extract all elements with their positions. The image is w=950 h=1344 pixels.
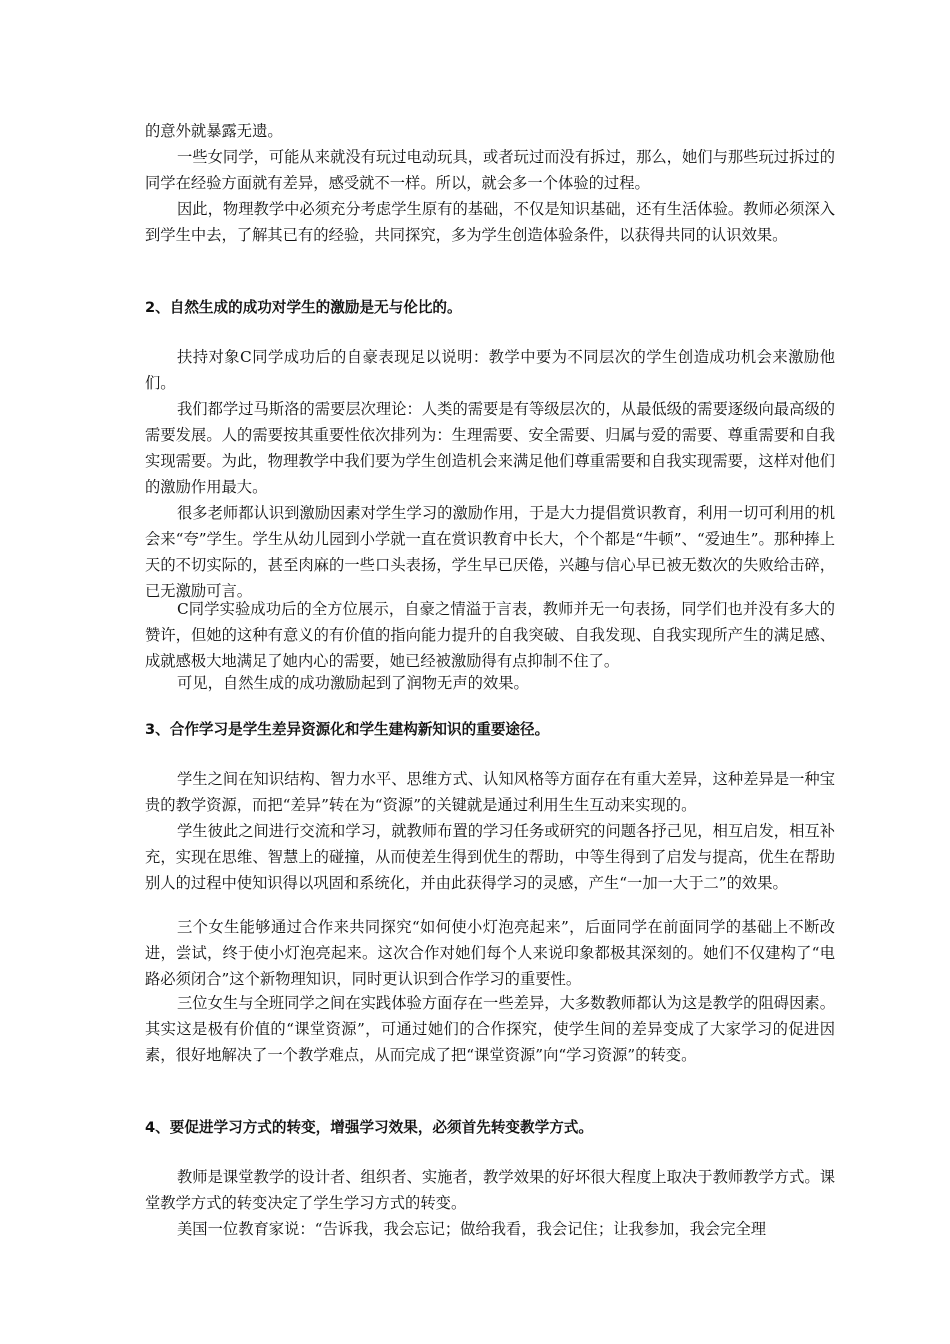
paragraph-conclusion-2: 可见，自然生成的成功激励起到了润物无声的效果。 [177,674,529,692]
section-heading-4: 4、要促进学习方式的转变，增强学习效果，必须首先转变教学方式。 [145,1119,593,1136]
paragraph-maslow: 我们都学过马斯洛的需要层次理论：人类的需要是有等级层次的，从最低级的需要逐级向最高级的需要发展。人的需要按其重要性依次排列为：生理需要、安全需要、归属与爱的需要、尊重需要和自我实现需要。为此，物理教学中我们要为学生创造机会来满足他们尊重需要和自我实现需要，这样对他们的激励作用最大。 [145,400,835,496]
paragraph-three-girls: 三个女生能够通过合作来共同探究“如何使小灯泡亮起来”，后面同学在前面同学的基础上不断改进，尝试，终于使小灯泡亮起来。这次合作对她们每个人来说印象都极其深刻的。她们不仅建构了“电路必须闭合”这个新物理知识，同时更认识到合作学习的重要性。 [145,918,835,988]
paragraph-c-student-pride: 扶持对象C同学成功后的自豪表现足以说明：教学中要为不同层次的学生创造成功机会来激励他们。 [145,348,835,392]
paragraph-therefore: 因此，物理教学中必须充分考虑学生原有的基础，不仅是知识基础，还有生活体验。教师必须深入到学生中去，了解其已有的经验，共同探究，多为学生创造体验条件，以获得共同的认识效果。 [145,200,835,244]
paragraph-differences: 学生之间在知识结构、智力水平、思维方式、认知风格等方面存在有重大差异，这种差异是一种宝贵的教学资源，而把“差异”转在为“资源”的关键就是通过利用生生互动来实现的。 [145,770,835,814]
paragraph-classroom-resource: 三位女生与全班同学之间在实践体验方面存在一些差异，大多数教师都认为这是教学的阻碍因素。其实这是极有价值的“课堂资源”，可通过她们的合作探究，使学生间的差异变成了大家学习的促进因素，很好地解决了一个教学难点，从而完成了把“课堂资源”向“学习资源”的转变。 [145,994,835,1064]
paragraph-teacher-role: 教师是课堂教学的设计者、组织者、实施者，教学效果的好坏很大程度上取决于教师教学方式。课堂教学方式的转变决定了学生学习方式的转变。 [145,1168,835,1212]
paragraph-c-student-success: C同学实验成功后的全方位展示，自豪之情溢于言表，教师并无一句表扬，同学们也并没有多大的赞许，但她的这种有意义的有价值的指向能力提升的自我突破、自我发现、自我实现所产生的满足感、成就感极大地满足了她内心的需要，她已经被激励得有点抑制不住了。 [145,600,835,670]
paragraph-educator-quote: 美国一位教育家说：“告诉我，我会忘记；做给我看，我会记住；让我参加，我会完全理 [177,1220,767,1238]
section-heading-2: 2、自然生成的成功对学生的激励是无与伦比的。 [145,299,462,316]
paragraph-praise-education: 很多老师都认识到激励因素对学生学习的激励作用，于是大力提倡赏识教育，利用一切可利用的机会来“夸”学生。学生从幼儿园到小学就一直在赏识教育中长大，个个都是“牛顿”、“爱迪生”。那种捧上天的不切实际的，甚至肉麻的一些口头表扬，学生早已厌倦，兴趣与信心早已被无数次的失败给击碎，已无激励可言。 [145,504,835,600]
paragraph-continuation: 的意外就暴露无遗。 [145,122,283,140]
paragraph-girls-experience: 一些女同学，可能从来就没有玩过电动玩具，或者玩过而没有拆过，那么，她们与那些玩过拆过的同学在经验方面就有差异，感受就不一样。所以，就会多一个体验的过程。 [145,148,835,192]
section-heading-3: 3、合作学习是学生差异资源化和学生建构新知识的重要途径。 [145,721,550,738]
paragraph-communication: 学生彼此之间进行交流和学习，就教师布置的学习任务或研究的问题各抒己见，相互启发，相互补充，实现在思维、智慧上的碰撞，从而使差生得到优生的帮助，中等生得到了启发与提高，优生在帮助别人的过程中使知识得以巩固和系统化，并由此获得学习的灵感，产生“一加一大于二”的效果。 [145,822,835,892]
